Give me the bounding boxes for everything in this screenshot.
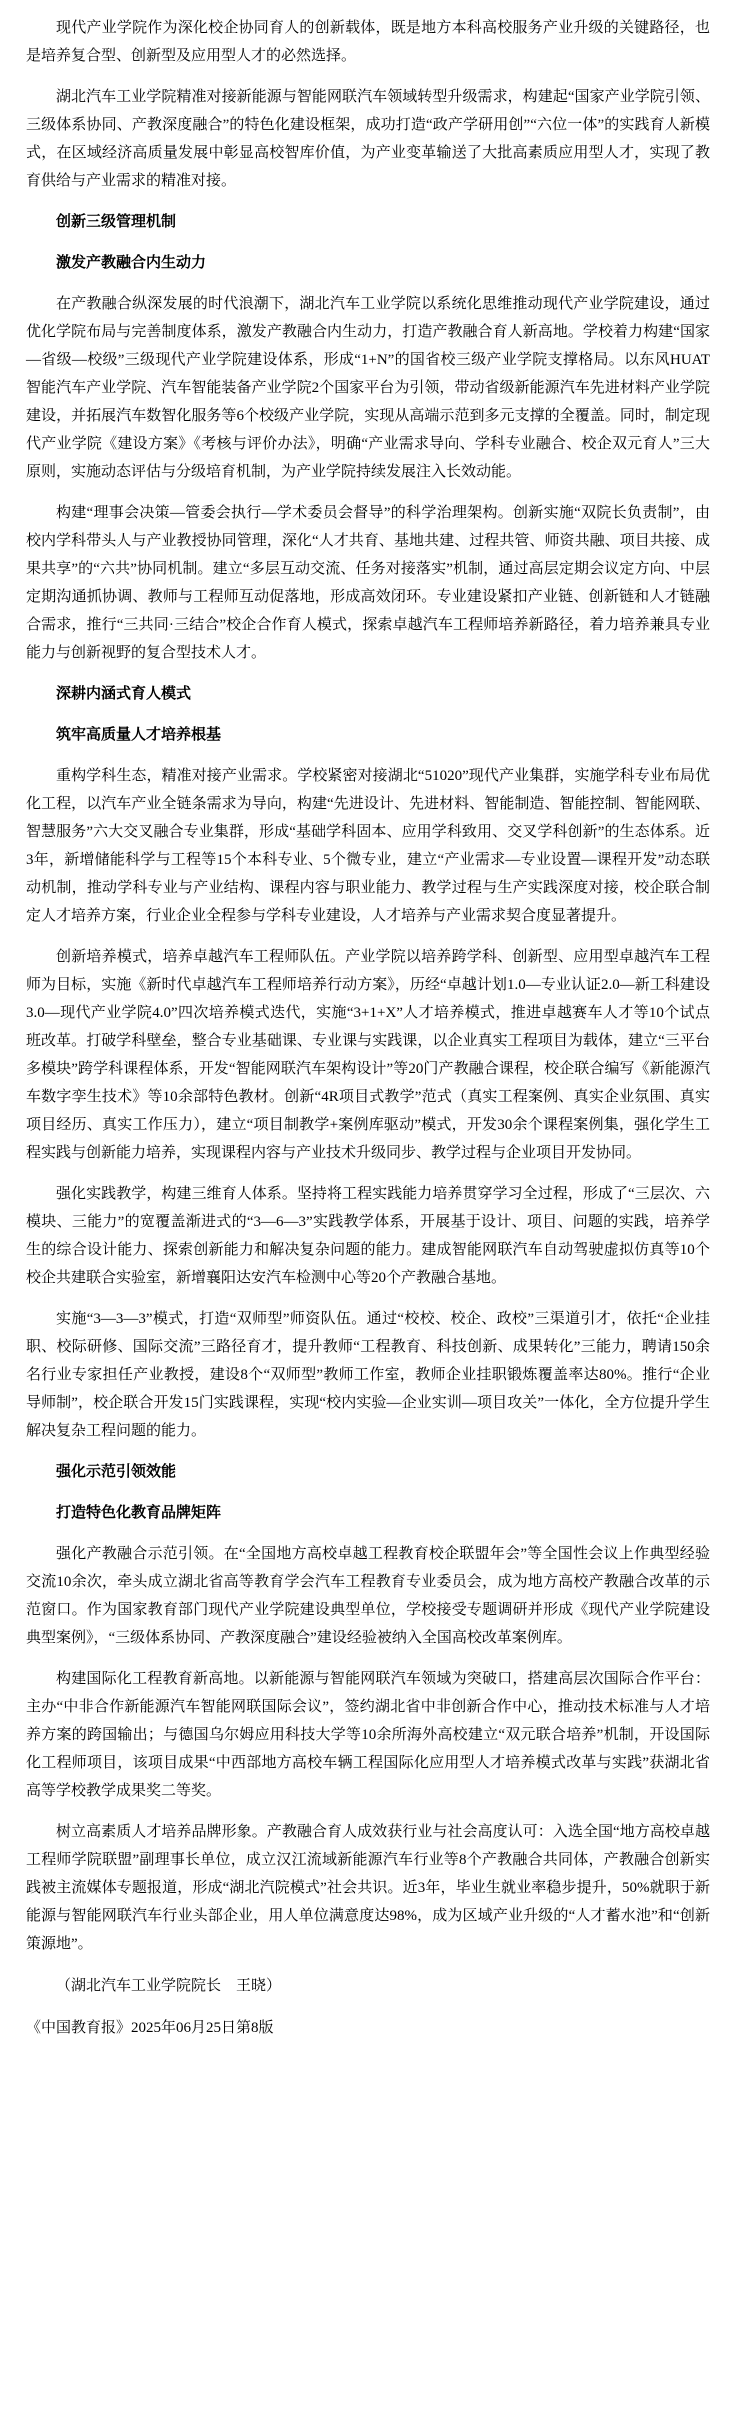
intro-paragraph: 现代产业学院作为深化校企协同育人的创新载体，既是地方本科高校服务产业升级的关键路径，也是培养复合型、创新型及应用型人才的必然选择。 <box>26 20 710 64</box>
paragraph-international-education: 构建国际化工程教育新高地。以新能源与智能网联汽车领域为突破口，搭建高层次国际合作平台：主办“中非合作新能源汽车智能网联国际会议”，签约湖北省中非创新合作中心，推动技术标准与人才培养方案的跨国输出；与德国乌尔姆应用科技大学等10余所海外高校建立“双元联合培养”机制，开设国际化工程师项目，该项目成果“中西部地方高校车辆工程国际化应用型人才培养模式改革与实践”获湖北省高等学校教学成果奖二等奖。 <box>26 1671 710 1799</box>
paragraph-demonstration-leading: 强化产教融合示范引领。在“全国地方高校卓越工程教育校企联盟年会”等全国性会议上作典型经验交流10余次，牵头成立湖北省高等教育学会汽车工程教育专业委员会，成为地方高校产教融合改革的示范窗口。作为国家教育部门现代产业学院建设典型单位，学校接受专题调研并形成《现代产业学院建设典型案例》，“三级体系协同、产教深度融合”建设经验被纳入全国高校改革案例库。 <box>26 1546 710 1646</box>
section-subheading-motivation: 激发产教融合内生动力 <box>56 255 207 271</box>
paragraph-discipline-ecology: 重构学科生态，精准对接产业需求。学校紧密对接湖北“51020”现代产业集群，实施学科专业布局优化工程，以汽车产业全链条需求为导向，构建“先进设计、先进材料、智能制造、智能控制、智能网联、智慧服务”六大交叉融合专业集群，形成“基础学科固本、应用学科致用、交叉学科创新”的生态体系。近3年，新增储能科学与工程等15个本科专业、5个微专业，建立“产业需求—专业设置—课程开发”动态联动机制，推动学科专业与产业结构、课程内容与职业能力、教学过程与生产实践深度对接，校企联合制定人才培养方案，行业企业全程参与学科专业建设，人才培养与产业需求契合度显著提升。 <box>26 768 710 924</box>
section-heading-demonstration: 强化示范引领效能 <box>56 1464 177 1480</box>
section-subheading-talent-foundation: 筑牢高质量人才培养根基 <box>56 727 222 743</box>
section-subheading-brand-matrix: 打造特色化教育品牌矩阵 <box>56 1505 222 1521</box>
paragraph-faculty-building: 实施“3—3—3”模式，打造“双师型”师资队伍。通过“校校、校企、政校”三渠道引才，依托“企业挂职、校际研修、国际交流”三路径育才，提升教师“工程教育、科技创新、成果转化”三能力，聘请150余名行业专家担任产业教授，建设8个“双师型”教师工作室，教师企业挂职锻炼覆盖率达80%。推行“企业导师制”，校企联合开发15门实践课程，实现“校内实验—企业实训—项目攻关”一体化，全方位提升学生解决复杂工程问题的能力。 <box>26 1311 710 1439</box>
paragraph-three-level-system: 在产教融合纵深发展的时代浪潮下，湖北汽车工业学院以系统化思维推动现代产业学院建设，通过优化学院布局与完善制度体系，激发产教融合内生动力，打造产教融合育人新高地。学校着力构建“国家—省级—校级”三级现代产业学院建设体系，形成“1+N”的国省校三级产业学院支撑格局。以东风HUAT智能汽车产业学院、汽车智能装备产业学院2个国家平台为引领，带动省级新能源汽车先进材料产业学院建设，并拓展汽车数智化服务等6个校级产业学院，实现从高端示范到多元支撑的全覆盖。同时，制定现代产业学院《建设方案》《考核与评价办法》，明确“产业需求导向、学科专业融合、校企双元育人”三大原则，实施动态评估与分级培育机制，为产业学院持续发展注入长效动能。 <box>26 296 710 480</box>
author-signature: （湖北汽车工业学院院长 王晓） <box>56 1978 282 1994</box>
paragraph-brand-image: 树立高素质人才培养品牌形象。产教融合育人成效获行业与社会高度认可：入选全国“地方高校卓越工程师学院联盟”副理事长单位，成立汉江流域新能源汽车行业等8个产教融合共同体，产教融合创新实践被主流媒体专题报道，形成“湖北汽院模式”社会共识。近3年，毕业生就业率稳步提升，50%就职于新能源与智能网联汽车行业头部企业，用人单位满意度达98%，成为区域产业升级的“人才蓄水池”和“创新策源地”。 <box>26 1824 710 1952</box>
paragraph-training-model: 创新培养模式，培养卓越汽车工程师队伍。产业学院以培养跨学科、创新型、应用型卓越汽车工程师为目标，实施《新时代卓越汽车工程师培养行动方案》，历经“卓越计划1.0—专业认证2.0—新工科建设3.0—现代产业学院4.0”四次培养模式迭代，实施“3+1+X”人才培养模式，推进卓越赛车人才等10个试点班改革。打破学科壁垒，整合专业基础课、专业课与实践课，以企业真实工程项目为载体，建立“三平台多模块”跨学科课程体系，开发“智能网联汽车架构设计”等20门产教融合课程，校企联合编写《新能源汽车数字孪生技术》等10余部特色教材。创新“4R项目式教学”范式（真实工程案例、真实企业氛围、真实项目经历、真实工作压力），建立“项目制教学+案例库驱动”模式，开发30余个课程案例集，强化学生工程实践与创新能力培养，实现课程内容与产业技术升级同步、教学过程与企业项目开发协同。 <box>26 949 710 1161</box>
paragraph-governance-structure: 构建“理事会决策—管委会执行—学术委员会督导”的科学治理架构。创新实施“双院长负责制”，由校内学科带头人与产业教授协同管理，深化“人才共育、基地共建、过程共管、师资共融、项目共接、成果共享”的“六共”协同机制。建立“多层互动交流、任务对接落实”机制，通过高层定期会议定方向、中层定期沟通抓协调、教师与工程师互动促落地，形成高效闭环。专业建设紧扣产业链、创新链和人才链融合需求，推行“三共同·三结合”校企合作育人模式，探索卓越汽车工程师培养新路径，着力培养兼具专业能力与创新视野的复合型技术人才。 <box>26 505 710 661</box>
source-citation: 《中国教育报》2025年06月25日第8版 <box>26 2020 274 2036</box>
overview-paragraph: 湖北汽车工业学院精准对接新能源与智能网联汽车领域转型升级需求，构建起“国家产业学院引领、三级体系协同、产教深度融合”的特色化建设框架，成功打造“政产学研用创”“六位一体”的实践育人新模式，在区域经济高质量发展中彰显高校智库价值，为产业变革输送了大批高素质应用型人才，实现了教育供给与产业需求的精准对接。 <box>26 89 710 189</box>
section-heading-management: 创新三级管理机制 <box>56 214 177 230</box>
section-heading-cultivation-model: 深耕内涵式育人模式 <box>56 686 192 702</box>
paragraph-practice-teaching: 强化实践教学，构建三维育人体系。坚持将工程实践能力培养贯穿学习全过程，形成了“三层次、六模块、三能力”的宽覆盖渐进式的“3—6—3”实践教学体系，开展基于设计、项目、问题的实践，培养学生的综合设计能力、探索创新能力和解决复杂问题的能力。建成智能网联汽车自动驾驶虚拟仿真等10个校企共建联合实验室，新增襄阳达安汽车检测中心等20个产教融合基地。 <box>26 1186 710 1286</box>
